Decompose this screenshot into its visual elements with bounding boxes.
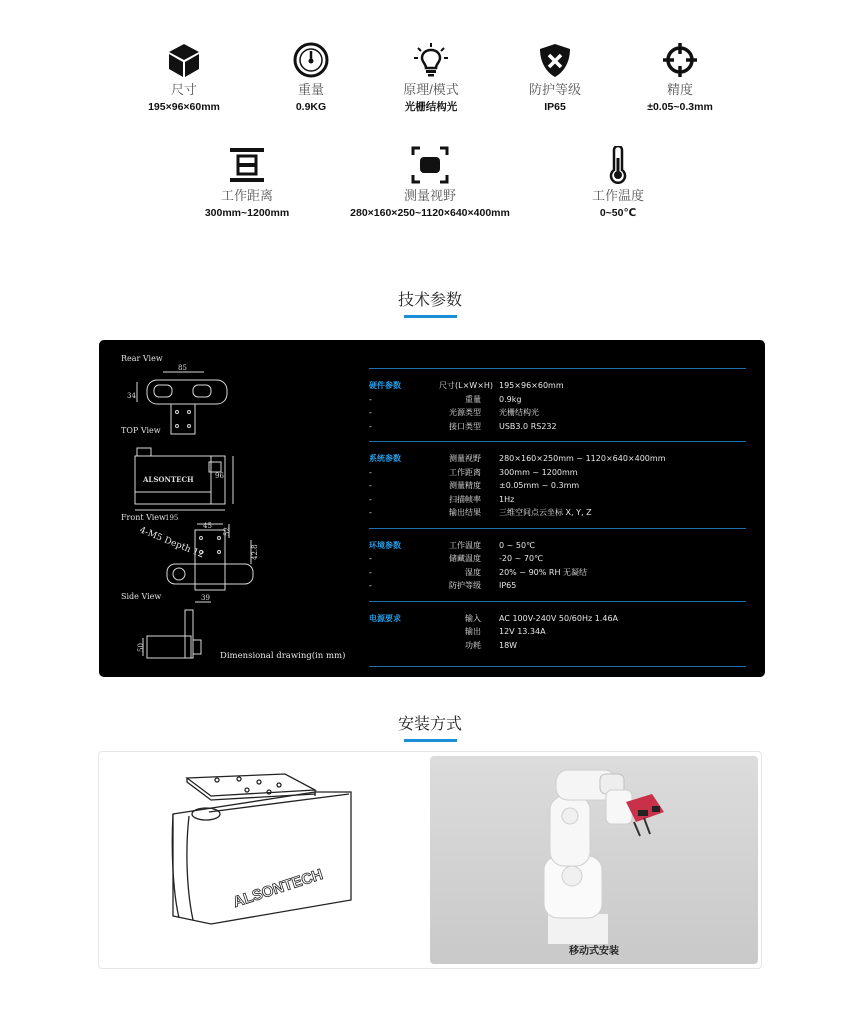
- spec-row: [369, 406, 746, 420]
- spec-value: 1Hz: [499, 494, 515, 504]
- spec-value: 三维空间点云坐标 X, Y, Z: [499, 508, 592, 517]
- feature-label: 尺寸: [170, 82, 197, 97]
- device-line-drawing: [99, 752, 431, 968]
- feature-value: 0~50℃: [599, 207, 637, 219]
- spec-marker: -: [369, 408, 372, 417]
- spec-marker: -: [369, 567, 372, 577]
- spec-value: USB3.0 RS232: [499, 421, 557, 431]
- feature-label: 重量: [297, 82, 324, 97]
- feature-working-temperature: [528, 146, 708, 220]
- thermometer-icon: [599, 146, 637, 184]
- top-view-label: TOP View: [121, 426, 161, 435]
- weight-scale-icon: [293, 42, 329, 78]
- spec-row: [369, 506, 746, 520]
- feature-label: 工作距离: [220, 188, 273, 203]
- dim-96: 96: [215, 472, 224, 480]
- spec-row: [369, 393, 746, 407]
- spec-value: 18W: [499, 640, 518, 650]
- spec-key: 防护等级: [449, 581, 481, 590]
- spec-category: 硬件参数: [369, 381, 401, 390]
- spec-value: 280×160×250mm ~ 1120×640×400mm: [499, 454, 666, 463]
- spec-group-hardware: [369, 369, 746, 441]
- feature-precision: [590, 42, 770, 114]
- shield-icon: [537, 42, 573, 78]
- spec-value: AC 100V-240V 50/60Hz 1.46A: [499, 613, 619, 623]
- spec-value: -20 ~ 70℃: [499, 554, 544, 563]
- rear-view-label: Rear View: [121, 354, 163, 363]
- top-view-brand: ALSONTECH: [143, 475, 194, 484]
- lightbulb-icon: [413, 42, 449, 78]
- spec-category: 环境参数: [369, 540, 401, 550]
- device-brand-label: ALSONTECH: [231, 866, 326, 912]
- spec-value: 0.9kg: [499, 394, 522, 404]
- spec-value: 20% ~ 90% RH 无凝结: [499, 567, 588, 577]
- spec-key: 测量精度: [449, 481, 481, 490]
- spec-value: 300mm ~ 1200mm: [499, 467, 578, 477]
- dim-42-8: 42.8: [251, 544, 259, 560]
- feature-value: 光栅结构光: [404, 101, 458, 113]
- dim-85: 85: [178, 364, 187, 372]
- spec-key: 工作温度: [449, 540, 481, 550]
- spec-key: 重量: [465, 394, 481, 404]
- side-view-label: Side View: [121, 592, 162, 601]
- spec-row: [369, 612, 746, 626]
- robot-arm-photo: [430, 756, 758, 964]
- spec-row: [369, 452, 746, 466]
- spec-group-system: [369, 442, 746, 528]
- feature-label: 原理/模式: [403, 82, 459, 97]
- spec-table: [369, 368, 746, 667]
- spec-category: 系统参数: [369, 454, 401, 463]
- spec-key: 尺寸(L×W×H): [439, 381, 494, 390]
- dim-52: 52: [223, 527, 231, 536]
- spec-value: ±0.05mm ~ 0.3mm: [499, 481, 580, 490]
- spec-marker: -: [369, 394, 372, 404]
- spec-row: [369, 566, 746, 580]
- dim-45: 45: [203, 522, 212, 530]
- spec-row: [369, 552, 746, 566]
- spec-value: 0 ~ 50℃: [499, 540, 536, 550]
- feature-value: 280×160×250~1120×640×400mm: [350, 207, 510, 219]
- spec-group-power: [369, 602, 746, 667]
- spec-key: 接口类型: [449, 421, 481, 431]
- install-caption: 移动式安装: [569, 946, 619, 957]
- spec-value: 12V 13.34A: [499, 627, 546, 636]
- spec-key: 工作距离: [449, 467, 481, 477]
- spec-panel: [99, 340, 765, 677]
- feature-field-of-view: [310, 146, 550, 220]
- spec-row: [369, 625, 746, 639]
- spec-key: 湿度: [465, 567, 481, 577]
- spec-row: [369, 539, 746, 553]
- spec-marker: -: [369, 481, 372, 490]
- spec-marker: -: [369, 581, 372, 590]
- install-panel: [98, 751, 762, 969]
- spec-marker: -: [369, 494, 372, 504]
- dim-34: 34: [127, 392, 136, 400]
- spec-row: [369, 466, 746, 480]
- spec-marker: -: [369, 467, 372, 477]
- spec-row: [369, 420, 746, 434]
- feature-value: 300mm~1200mm: [204, 207, 290, 219]
- spec-marker: -: [369, 554, 372, 563]
- dimensional-drawing: [99, 340, 359, 677]
- front-view-label: Front View: [121, 513, 166, 522]
- spec-key: 储藏温度: [449, 554, 481, 563]
- spec-category: 电源要求: [369, 613, 401, 623]
- spec-key: 扫描帧率: [449, 494, 481, 504]
- spec-key: 光源类型: [449, 408, 481, 417]
- section-underline: [404, 315, 457, 318]
- spec-key: 功耗: [465, 640, 481, 650]
- spec-row: [369, 379, 746, 393]
- spec-group-environment: [369, 529, 746, 601]
- feature-value: ±0.05~0.3mm: [647, 101, 713, 113]
- spec-marker: -: [369, 508, 372, 517]
- field-of-view-icon: [411, 146, 449, 184]
- spec-key: 输出结果: [449, 508, 481, 517]
- spec-key: 测量视野: [449, 454, 481, 463]
- spec-row: [369, 479, 746, 493]
- feature-value: 0.9KG: [295, 101, 327, 113]
- spec-marker: -: [369, 421, 372, 431]
- section-title-tech-params: 技术参数: [397, 292, 462, 309]
- spec-marker: [369, 639, 439, 653]
- dim-50: 50: [137, 643, 145, 652]
- dim-195: 195: [165, 514, 179, 522]
- dim-39: 39: [201, 594, 210, 602]
- feature-value: 195×96×60mm: [148, 101, 220, 113]
- spec-key: 输出: [465, 627, 481, 636]
- spec-divider: [369, 666, 746, 667]
- crosshair-icon: [662, 42, 698, 78]
- drawing-caption: Dimensional drawing(in mm): [220, 651, 346, 661]
- feature-label: 防护等级: [528, 82, 581, 97]
- section-underline: [404, 739, 457, 742]
- spec-row: [369, 639, 746, 653]
- feature-label: 工作温度: [591, 188, 644, 203]
- feature-value: IP65: [544, 101, 566, 113]
- spec-value: 光栅结构光: [499, 408, 539, 417]
- spec-row: [369, 579, 746, 593]
- feature-label: 精度: [666, 82, 693, 97]
- spec-row: [369, 493, 746, 507]
- robot-arm-image: [430, 756, 758, 946]
- spec-marker: [369, 625, 439, 639]
- spec-key: 输入: [465, 613, 481, 623]
- cube-icon: [166, 42, 202, 78]
- feature-label: 测量视野: [403, 188, 456, 203]
- spec-value: IP65: [499, 581, 517, 590]
- section-title-install: 安装方式: [397, 716, 462, 733]
- thread-spec: 4-M5 Depth 12: [137, 525, 206, 561]
- spec-value: 195×96×60mm: [499, 381, 564, 390]
- distance-icon: [228, 146, 266, 184]
